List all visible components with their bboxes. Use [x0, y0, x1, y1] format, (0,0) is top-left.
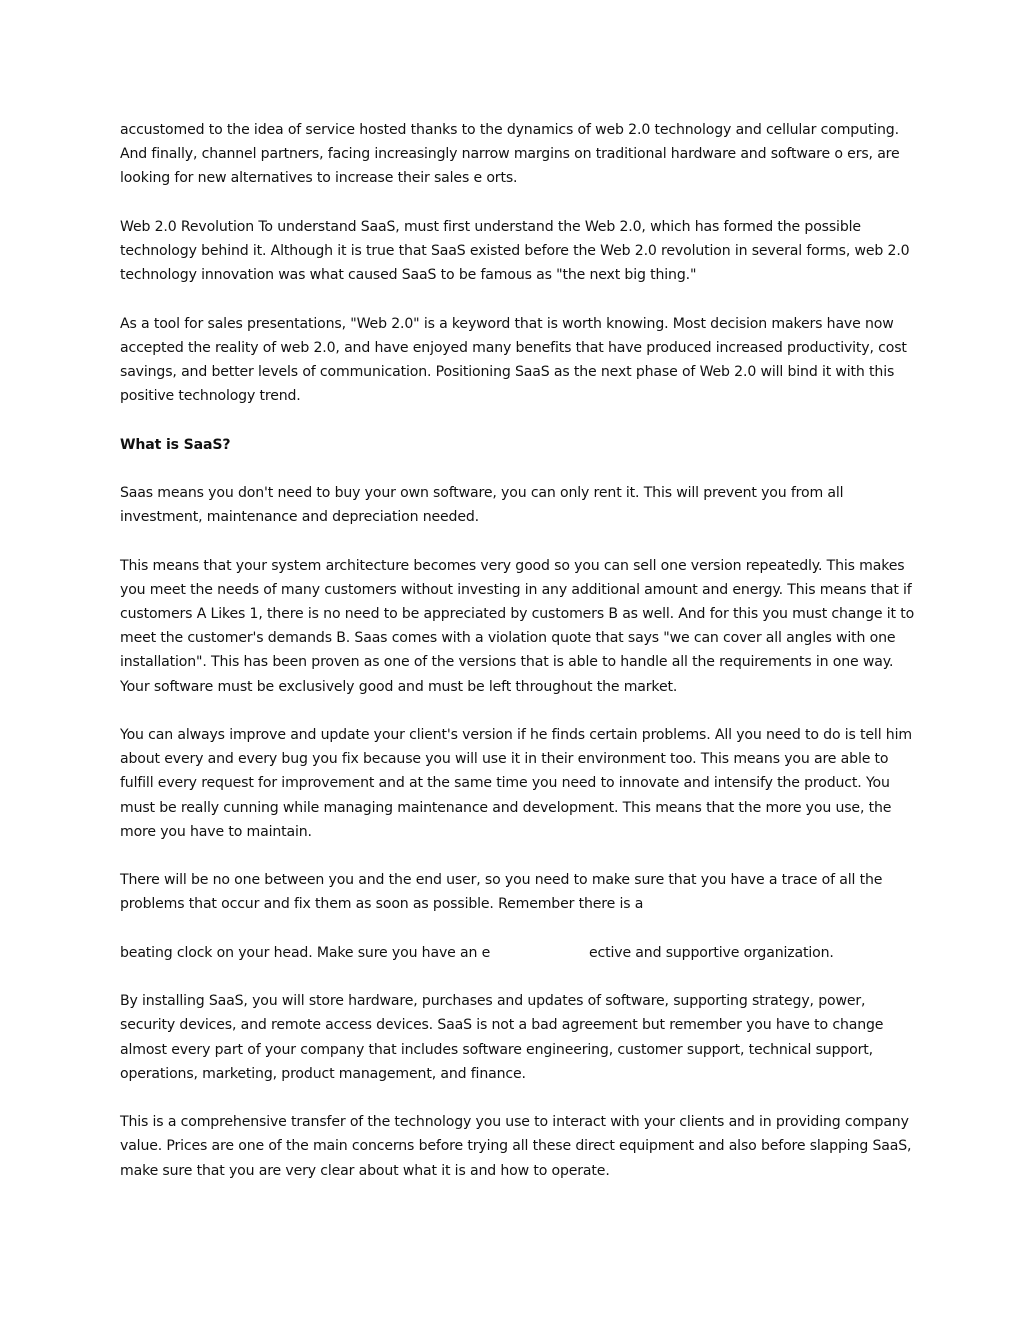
paragraph	[120, 215, 910, 288]
text-line: And finally, channel partners, facing increasingly narrow margins on traditional hardware and software o ers, are	[120, 146, 900, 163]
paragraph	[120, 989, 900, 1086]
text-line: accustomed to the idea of service hosted thanks to the dynamics of web 2.0 technology and cellular computing.	[120, 122, 899, 138]
text-line: technology behind it. Although it is true that SaaS existed before the Web 2.0 revolution in several forms, web 2.0	[120, 243, 910, 259]
text-line: installation". This has been proven as one of the versions that is able to handle all the requirements in one way.	[120, 654, 894, 671]
text-line: investment, maintenance and depreciation needed.	[120, 509, 479, 526]
text-line: problems that occur and fix them as soon as possible. Remember there is a	[120, 896, 644, 913]
text-line: make sure that you are very clear about what it is and how to operate.	[120, 1162, 610, 1179]
text-line: security devices, and remote access devices. SaaS is not a bad agreement but remember you have to change	[120, 1017, 884, 1034]
text-line: operations, marketing, product management, and finance.	[120, 1065, 526, 1082]
text-line: you meet the needs of many customers without investing in any additional amount and energy. This means that if	[120, 581, 912, 598]
paragraph	[120, 118, 900, 191]
text-line: Saas means you don't need to buy your own software, you can only rent it. This will prevent you from all	[120, 484, 844, 501]
text-line: fulfill every request for improvement and at the same time you need to innovate and intensify the product. You	[120, 775, 890, 792]
text-line: looking for new alternatives to increase their sales e orts.	[120, 170, 518, 187]
text-line: positive technology trend.	[120, 388, 301, 405]
text-line: Your software must be exclusively good and must be left throughout the market.	[120, 678, 678, 695]
paragraph	[120, 1110, 912, 1183]
text-line: meet the customer's demands B. Saas comes with a violation quote that says "we can cover all angles with one	[120, 630, 896, 647]
text-line: Web 2.0 Revolution To understand SaaS, must first understand the Web 2.0, which has formed the possible	[120, 218, 861, 235]
text-line: technology innovation was what caused SaaS to be famous as "the next big thing."	[120, 267, 697, 284]
text-line: almost every part of your company that includes software engineering, customer support, technical support,	[120, 1041, 874, 1058]
paragraph	[120, 941, 900, 965]
text-line: As a tool for sales presentations, "Web 2.0" is a keyword that is worth knowing. Most decision makers have now	[120, 315, 894, 332]
document-body	[120, 118, 915, 1207]
paragraph	[120, 554, 915, 699]
paragraph	[120, 723, 912, 844]
text-line: There will be no one between you and the end user, so you need to make sure that you have a trace of all the	[120, 872, 883, 889]
text-line: accepted the reality of web 2.0, and have enjoyed many benefits that have produced increased productivity, cost	[120, 339, 907, 356]
text-line: must be really cunning while managing maintenance and development. This means that the more you use, the	[120, 799, 892, 816]
paragraph	[120, 868, 900, 916]
text-line: value. Prices are one of the main concerns before trying all these direct equipment and also before slapping SaaS,	[120, 1138, 912, 1155]
paragraph	[120, 312, 907, 409]
text-line: savings, and better levels of communication. Positioning SaaS as the next phase of Web 2.0 will bind it with this	[120, 364, 895, 380]
text-line: By installing SaaS, you will store hardware, purchases and updates of software, supporting strategy, power,	[120, 993, 866, 1010]
section-heading: What is SaaS?	[120, 436, 231, 453]
text-line: more you have to maintain.	[120, 823, 312, 840]
paragraph	[120, 481, 900, 529]
text-line: customers A Likes 1, there is no need to be appreciated by customers B as well. And for this you must change it to	[120, 605, 915, 622]
split-text-line	[120, 941, 900, 965]
text-line-left: beating clock on your head. Make sure you have an e	[120, 944, 491, 961]
text-line-right: ective and supportive organization.	[589, 944, 834, 961]
text-line: This means that your system architecture becomes very good so you can sell one version repeatedly. This makes	[120, 557, 905, 574]
text-line: You can always improve and update your client's version if he finds certain problems. All you need to do is tell him	[120, 726, 912, 743]
text-line: This is a comprehensive transfer of the technology you use to interact with your clients and in providing company	[120, 1114, 909, 1131]
text-line: about every and every bug you fix because you will use it in their environment too. This means you are able to	[120, 751, 889, 768]
